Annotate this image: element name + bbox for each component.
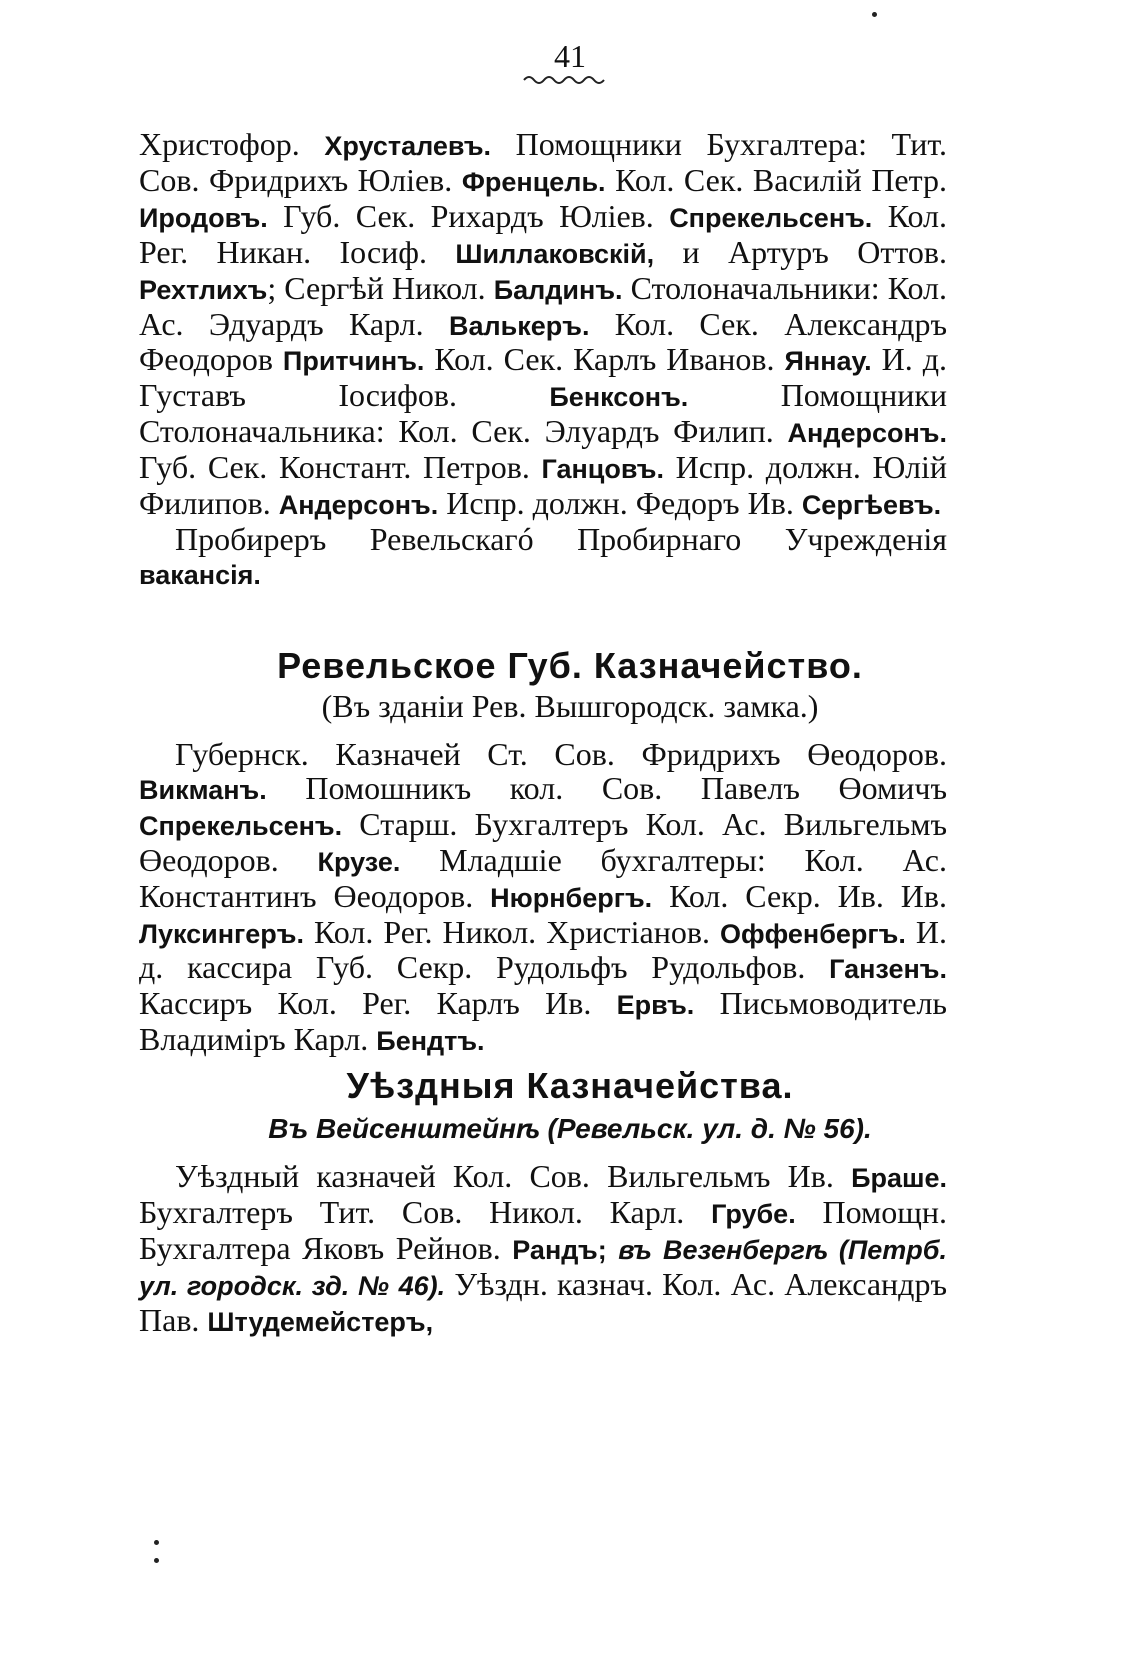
assay-paragraph (139, 520, 947, 593)
text: И. д. кассира Губ. Секр. Рудольфъ Рудольфов. (139, 913, 948, 986)
text: Христофор. (139, 126, 325, 162)
section2-paragraph (139, 738, 947, 1059)
text: Губ. Сек. Рихардъ Юліев. (267, 197, 670, 234)
section3-paragraph (139, 1160, 947, 1340)
text: Старш. Бухгалтеръ Кол. Ас. Вильгельмъ Өеодоров. (139, 805, 947, 878)
surname: Спрекельсенъ. (139, 810, 343, 841)
surname: Хрусталевъ. (324, 131, 492, 161)
surname: Грубе. (711, 1198, 796, 1229)
text: Пробиреръ Ревельскагó Пробирнаго Учрежденія (175, 520, 947, 557)
print-speck (154, 1558, 159, 1563)
text: Кассиръ Кол. Рег. Карлъ Ив. (139, 985, 617, 1022)
text: Кол. Сек. Василій Петр. (605, 161, 948, 198)
surname: Яннау. (784, 346, 872, 377)
surname: Ервъ. (616, 990, 695, 1021)
print-speck (872, 12, 877, 17)
text: И. д. Густавъ Іосифов. (139, 341, 948, 414)
text: Бухгалтеръ Тит. Сов. Никол. Карл. (139, 1193, 712, 1230)
surname: Бенксонъ. (549, 382, 689, 413)
text: Кол. Сек. Александръ Феодоров (139, 305, 947, 378)
district-treasuries-heading: Уѣздныя Казначейства. (346, 1065, 794, 1106)
surname: Нюрнбергъ. (490, 882, 653, 913)
text: Письмоводитель Владиміръ Карл. (139, 985, 948, 1058)
text: Помощн. Бухгалтера Яковъ Рейнов. (139, 1193, 948, 1266)
surname: Сергѣевъ. (801, 490, 942, 521)
surname: Рандъ; (512, 1234, 607, 1265)
surname: Штудемейстеръ, (207, 1306, 434, 1337)
page-number: 41 (554, 38, 586, 74)
surname: Ганзенъ. (829, 954, 947, 985)
surname: Ганцовъ. (541, 454, 664, 485)
surname: Луксингеръ. (139, 918, 304, 949)
text: Губернск. Казначей Ст. Сов. Фридрихъ Өеодоров. (175, 736, 947, 772)
treasury-address: (Въ зданіи Рев. Вышгородск. замка.) (321, 688, 819, 724)
section1-text (139, 128, 947, 593)
section3-text (139, 1160, 947, 1340)
text: Младшіе бухгалтеры: Кол. Ас. Константинъ Өеодоров. (139, 841, 948, 914)
text: Уѣздный казначей Кол. Сов. Вильгельмъ Ив. (175, 1158, 852, 1194)
surname: Френцель. (461, 166, 606, 197)
surname: Спрекельсенъ. (669, 202, 873, 233)
text: Кол. Рег. Никан. Іосиф. (139, 197, 948, 270)
surname: Викманъ. (139, 774, 267, 805)
treasury-heading: Ревельское Губ. Казначейство. (277, 645, 863, 686)
text: и Артуръ Оттов. (654, 233, 948, 270)
weissenstein-location: Въ Вейсенштейнѣ (Ревельск. ул. д. № 56). (268, 1113, 872, 1144)
surname: Крузе. (317, 846, 401, 877)
surname: Браше. (851, 1163, 947, 1193)
wesenberg-location: въ Везенбергѣ (Петрб. ул. городск. зд. № 46). (139, 1234, 948, 1301)
text: Кол. Сек. Карлъ Иванов. (424, 341, 785, 378)
text: ; Сергѣй Никол. (267, 269, 494, 306)
text: Испр. должн. Юлій Филипов. (139, 449, 948, 522)
section2-text (139, 738, 947, 1059)
surname: Бендтъ. (376, 1026, 485, 1057)
text (607, 1230, 619, 1266)
print-speck (154, 1540, 159, 1545)
surname: Шиллаковскій, (455, 238, 655, 269)
surname: Балдинъ. (493, 274, 623, 305)
text: Помощники Бухгалтера: Тит. Сов. Фридрихъ Юліев. (139, 126, 948, 198)
text: Столоначальники: Кол. Ас. Эдуардъ Карл. (139, 269, 948, 342)
surname: Оффенбергъ. (720, 918, 906, 949)
surname: Иродовъ. (139, 202, 268, 233)
text: Помошникъ кол. Сов. Павелъ Өомичъ (266, 769, 947, 806)
text: Кол. Секр. Ив. Ив. (652, 877, 948, 914)
vacancy-label: вакансія. (139, 559, 261, 590)
surname: Рехтлихъ (139, 274, 268, 305)
page-number-ornament (522, 72, 606, 86)
text: Испр. должн. Федоръ Ив. (438, 485, 802, 522)
text: Кол. Рег. Никол. Христіанов. (303, 913, 721, 950)
text: Уѣздн. казнач. Кол. Ас. Александръ Пав. (139, 1265, 948, 1338)
surname: Андерсонъ. (787, 418, 947, 449)
surname: Андерсонъ. (278, 490, 439, 521)
surname: Валькеръ. (448, 310, 590, 341)
section1-paragraph (139, 128, 947, 523)
surname: Притчинъ. (282, 346, 425, 377)
text: Помощники Столоначальника: Кол. Сек. Элуардъ Филип. (139, 377, 948, 450)
text: Губ. Сек. Констант. Петров. (139, 449, 542, 486)
